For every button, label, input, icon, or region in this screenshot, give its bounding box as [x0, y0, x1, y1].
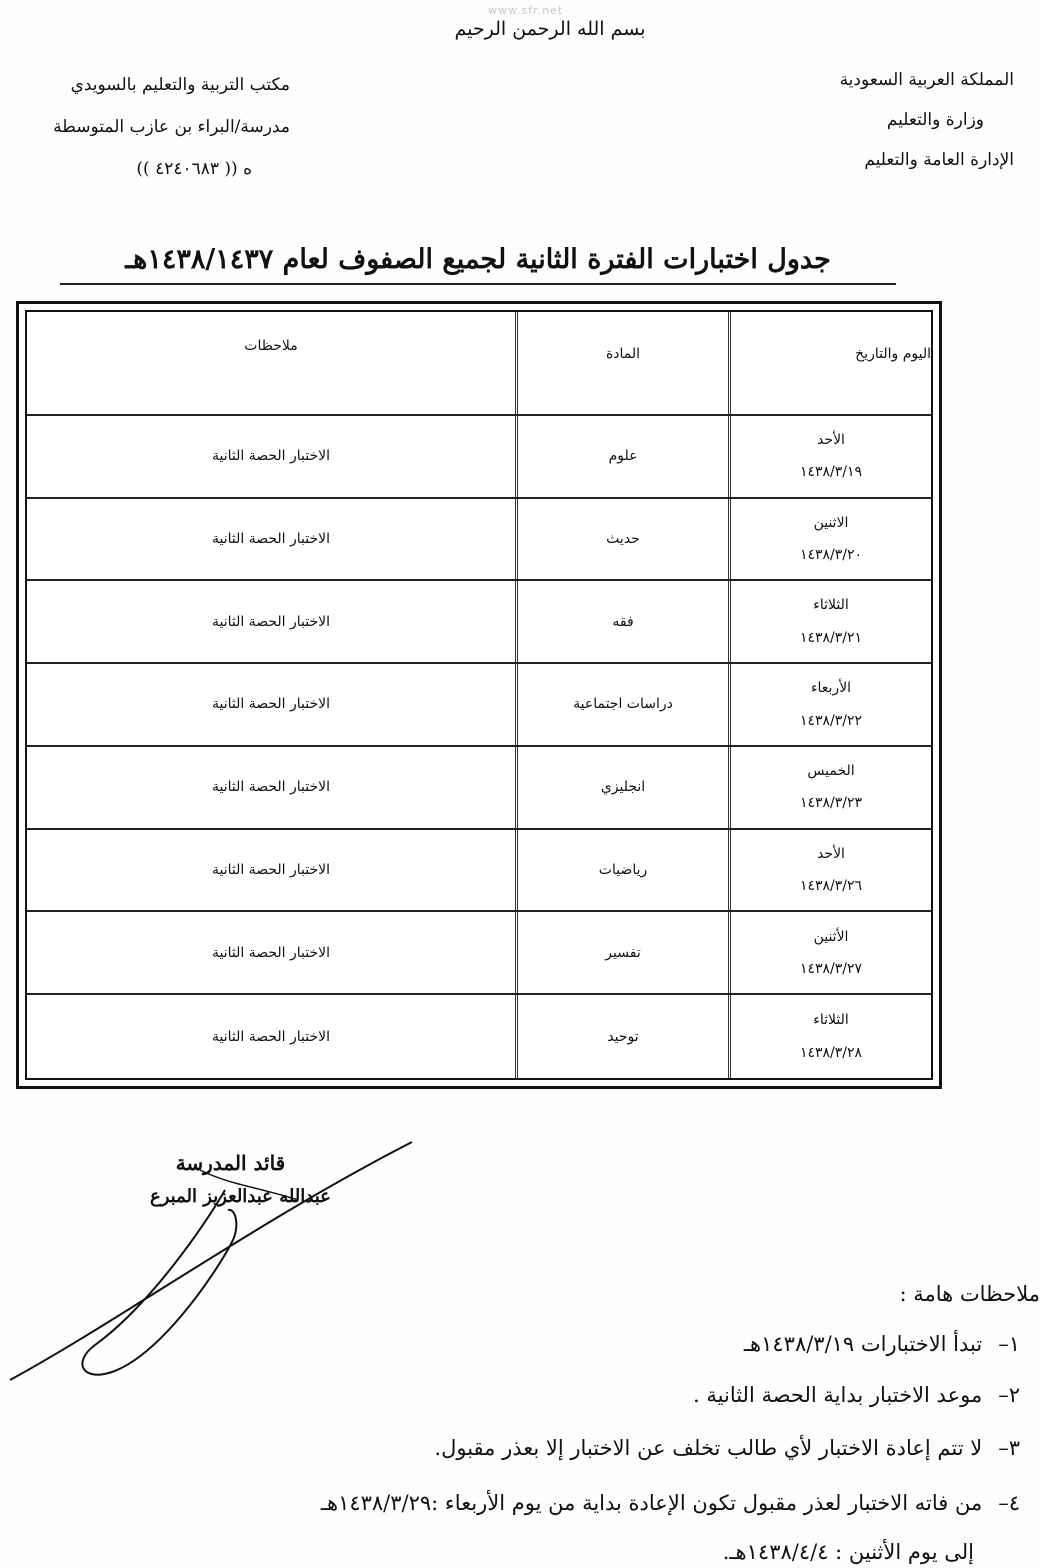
header-left-line: مكتب التربية والتعليم بالسويدي [70, 75, 290, 95]
note-item [434, 1436, 1020, 1460]
subject-cell: انجليزي [515, 747, 728, 828]
notes-cell: الاختبار الحصة الثانية [212, 613, 331, 630]
notes-cell: الاختبار الحصة الثانية [212, 944, 331, 961]
note-number: ٢– [998, 1383, 1020, 1407]
header-subject: المادة [515, 312, 728, 414]
note-text: من فاته الاختبار لعذر مقبول تكون الإعادة بداية من يوم الأربعاء :١٤٣٨/٣/٢٩هـ [320, 1491, 983, 1515]
notes-cell: الاختبار الحصة الثانية [212, 530, 331, 547]
header-day-date: اليوم والتاريخ [728, 312, 931, 414]
notes-cell: الاختبار الحصة الثانية [212, 696, 331, 713]
day-name: الأربعاء [810, 680, 852, 697]
date: ١٤٣٨/٣/٢١ [799, 629, 863, 646]
day-date-cell [728, 747, 931, 828]
table-row [27, 830, 931, 913]
date: ١٤٣٨/٣/٢٨ [799, 1045, 863, 1062]
subject-cell: فقه [515, 581, 728, 662]
table-row [27, 995, 931, 1078]
subject-cell: علوم [515, 416, 728, 497]
date: ١٤٣٨/٣/١٩ [799, 464, 863, 481]
date: ١٤٣٨/٣/٢٢ [799, 712, 863, 729]
day-name: الاثنين [813, 514, 849, 531]
day-date-cell [728, 995, 931, 1078]
notes-cell: الاختبار الحصة الثانية [212, 448, 331, 465]
day-name: الأحد [817, 431, 845, 448]
day-date-cell [728, 581, 931, 662]
basmala: بسم الله الرحمن الرحيم [454, 18, 646, 40]
header-right-line: الإدارة العامة والتعليم [864, 150, 1014, 170]
day-name: الثلاثاء [813, 1011, 849, 1028]
table-row [27, 499, 931, 582]
notes-cell: الاختبار الحصة الثانية [212, 1028, 331, 1045]
table-header-row [27, 312, 931, 416]
day-name: الثلاثاء [813, 597, 849, 614]
header-left-line: مدرسة/البراء بن عازب المتوسطة [53, 117, 290, 137]
exam-schedule-table [16, 301, 942, 1089]
note-continuation: إلى يوم الأثنين : ١٤٣٨/٤/٤هـ. [722, 1540, 974, 1564]
header-right [840, 60, 1014, 180]
day-date-cell [728, 830, 931, 911]
date: ١٤٣٨/٣/٢٠ [799, 547, 863, 564]
day-name: الأثنين [813, 928, 849, 945]
watermark: www.sfr.net [488, 4, 564, 17]
note-text: لا تتم إعادة الاختبار لأي طالب تخلف عن الاختبار إلا بعذر مقبول. [434, 1436, 983, 1460]
header-notes: ملاحظات [244, 338, 298, 354]
signature-name: عبدالله عبدالعزيز المبرع [150, 1186, 331, 1207]
table-row [27, 912, 931, 995]
table-row [27, 664, 931, 747]
note-item [321, 1491, 1020, 1515]
subject-cell: رياضيات [515, 830, 728, 911]
date: ١٤٣٨/٣/٢٦ [799, 878, 863, 895]
note-item [693, 1383, 1020, 1407]
signature-block [150, 1146, 331, 1214]
notes-cell: الاختبار الحصة الثانية [212, 779, 331, 796]
document-title: جدول اختبارات الفترة الثانية لجميع الصفوف لعام ١٤٣٨/١٤٣٧هـ [60, 244, 896, 285]
subject-cell: حديث [515, 499, 728, 580]
date: ١٤٣٨/٣/٢٧ [799, 961, 863, 977]
notes-heading: ملاحظات هامة : [899, 1282, 1040, 1306]
table-row [27, 581, 931, 664]
note-text: موعد الاختبار بداية الحصة الثانية . [693, 1383, 983, 1407]
notes-cell: الاختبار الحصة الثانية [212, 862, 331, 879]
day-date-cell [728, 912, 931, 993]
day-name: الخميس [807, 763, 855, 780]
note-number: ٤– [998, 1491, 1020, 1515]
subject-cell: دراسات اجتماعية [515, 664, 728, 745]
header-left-line: ه (( ٤٢٤٠٦٨٣ )) [136, 159, 252, 179]
day-date-cell [728, 664, 931, 745]
table-row [27, 416, 931, 499]
note-number: ٣– [998, 1436, 1020, 1460]
signature-role: قائد المدرسة [175, 1151, 286, 1175]
note-item [744, 1332, 1020, 1356]
note-number: ١– [998, 1332, 1020, 1356]
table-row [27, 747, 931, 830]
day-name: الأحد [817, 845, 845, 862]
header-right-line: المملكة العربية السعودية [839, 70, 1014, 90]
subject-cell: توحيد [515, 995, 728, 1078]
header-right-line: وزارة والتعليم [886, 110, 984, 130]
date: ١٤٣٨/٣/٢٣ [799, 795, 863, 812]
subject-cell: تفسير [515, 912, 728, 993]
day-date-cell [728, 416, 931, 497]
header-left [10, 64, 290, 190]
note-text: تبدأ الاختبارات ١٤٣٨/٣/١٩هـ [743, 1332, 983, 1356]
day-date-cell [728, 499, 931, 580]
